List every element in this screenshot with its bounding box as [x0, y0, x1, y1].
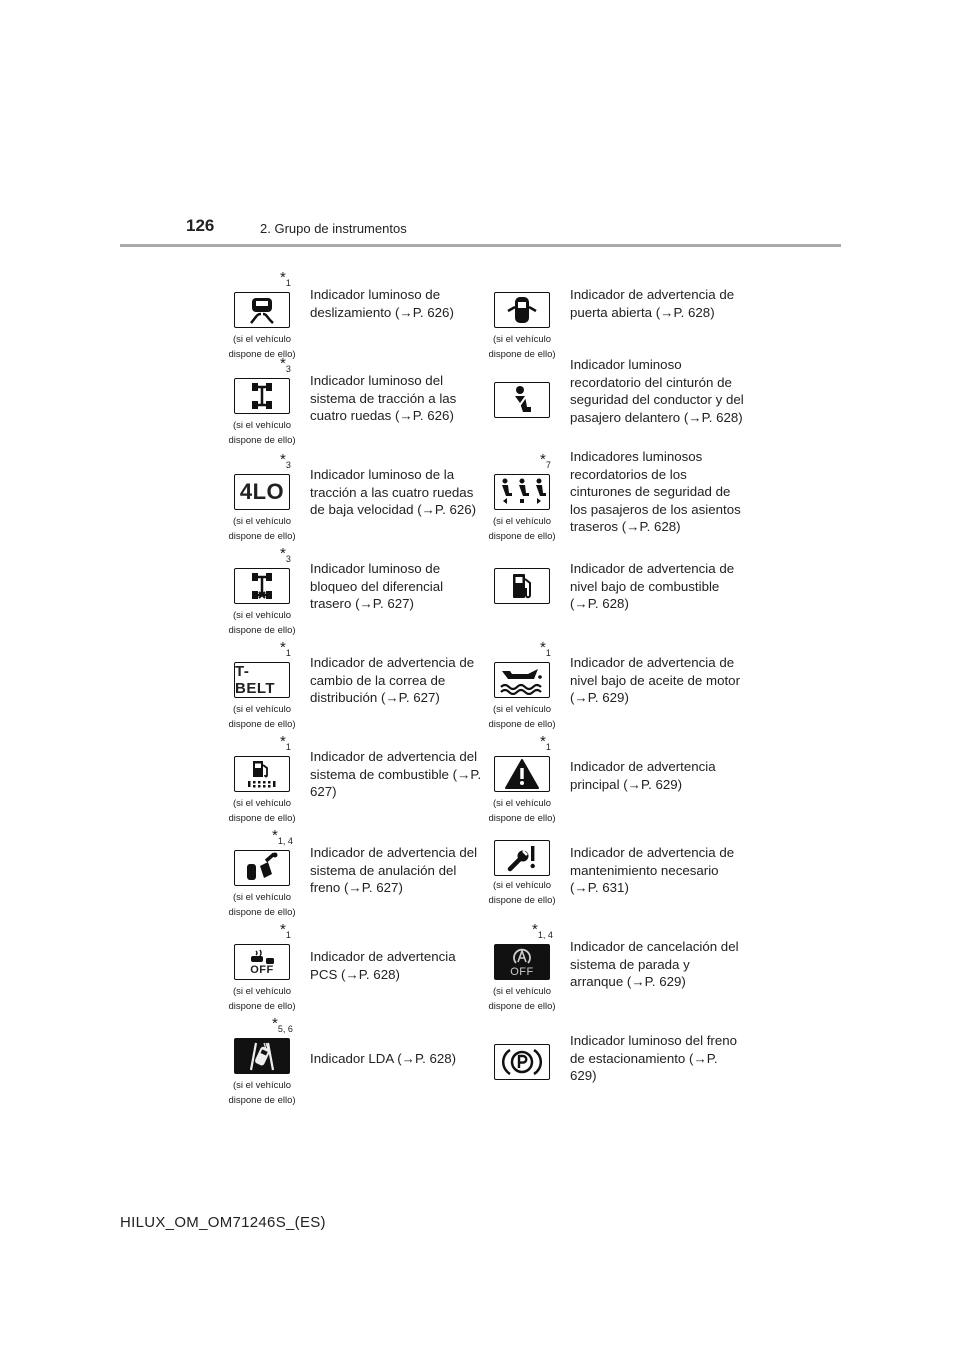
footnote-marker: $*_1$: [540, 733, 551, 752]
rear-differential-lock-icon: [234, 568, 290, 604]
lda-icon: [234, 1038, 290, 1074]
indicator-description: Indicador de advertencia de nivel bajo de combustible (→P. 628): [570, 561, 735, 611]
indicator-description: Indicador de advertencia de puerta abierta (→P. 628): [570, 287, 735, 320]
indicator-description: Indicador de advertencia PCS (→P. 628): [310, 949, 456, 982]
indicator-description: Indicador de advertencia principal (→P. 629): [570, 759, 716, 792]
indicator-description: Indicador luminoso del freno de estacionamiento (→P. 629): [570, 1033, 738, 1083]
indicator-description: Indicador luminoso recordatorio del cinturón de seguridad del conductor y del pasajero delantero (→P. 628): [570, 357, 744, 425]
availability-note: (si el vehículo dispone de ello): [488, 880, 556, 906]
availability-note: (si el vehículo dispone de ello): [228, 516, 296, 542]
footnote-marker: $*_1$: [280, 921, 291, 940]
availability-note: (si el vehículo dispone de ello): [228, 334, 296, 360]
footnote-marker: $*_3$: [280, 355, 291, 374]
availability-note: (si el vehículo dispone de ello): [228, 986, 296, 1012]
indicator-description: Indicador de advertencia del sistema de combustible (→P. 627): [310, 749, 482, 799]
availability-note: (si el vehículo dispone de ello): [228, 704, 296, 730]
availability-note: (si el vehículo dispone de ello): [228, 798, 296, 824]
footnote-marker: $*_3$: [280, 451, 291, 470]
availability-note: (si el vehículo dispone de ello): [488, 334, 556, 360]
page-header: [0, 0, 960, 250]
header-divider: [120, 244, 841, 247]
indicator-description: Indicador de advertencia del sistema de anulación del freno (→P. 627): [310, 845, 478, 895]
availability-note: (si el vehículo dispone de ello): [228, 420, 296, 446]
master-warning-icon: [494, 756, 550, 792]
footnote-marker: $*_{1, 4}$: [272, 827, 293, 846]
indicator-description: Indicador de cancelación del sistema de parada y arranque (→P. 629): [570, 939, 739, 989]
footnote-marker: $*_1$: [280, 733, 291, 752]
low-oil-level-icon: [494, 662, 550, 698]
indicator-description: Indicador LDA (→P. 628): [310, 1051, 457, 1066]
indicator-description: Indicador de advertencia de cambio de la correa de distribución (→P. 627): [310, 655, 475, 705]
seatbelt-reminder-icon: [494, 382, 550, 418]
indicator-description: Indicador luminoso del sistema de tracción a las cuatro ruedas (→P. 626): [310, 373, 457, 423]
footnote-marker: $*_7$: [540, 451, 551, 470]
availability-note: (si el vehículo dispone de ello): [488, 704, 556, 730]
availability-note: (si el vehículo dispone de ello): [228, 892, 296, 918]
brake-override-icon: [234, 850, 290, 886]
indicator-description: Indicador de advertencia de nivel bajo de aceite de motor (→P. 629): [570, 655, 741, 705]
rear-seatbelt-reminder-icon: [494, 474, 550, 510]
footnote-marker: $*_1$: [540, 639, 551, 658]
low-fuel-icon: [494, 568, 550, 604]
footnote-marker: $*_1$: [280, 639, 291, 658]
availability-note: (si el vehículo dispone de ello): [488, 516, 556, 542]
indicator-description: Indicador luminoso de la tracción a las cuatro ruedas de baja velocidad (→P. 626): [310, 467, 477, 517]
section-title: 2. Grupo de instrumentos: [260, 221, 407, 236]
footnote-marker: $*_3$: [280, 545, 291, 564]
slip-indicator-icon: [234, 292, 290, 328]
4lo-icon: 4LO: [234, 474, 290, 510]
availability-note: (si el vehículo dispone de ello): [488, 798, 556, 824]
footnote-marker: $*_{5, 6}$: [272, 1015, 293, 1034]
footnote-marker: $*_{1, 4}$: [532, 921, 553, 940]
indicator-description: Indicador de advertencia de mantenimiento necesario (→P. 631): [570, 845, 735, 895]
four-wheel-drive-icon: [234, 378, 290, 414]
availability-note: (si el vehículo dispone de ello): [488, 986, 556, 1012]
availability-note: (si el vehículo dispone de ello): [228, 1080, 296, 1106]
stop-start-cancel-icon: OFF: [494, 944, 550, 980]
open-door-icon: [494, 292, 550, 328]
fuel-system-icon: [234, 756, 290, 792]
footnote-marker: $*_1$: [280, 269, 291, 288]
page-number: 126: [186, 216, 215, 235]
timing-belt-icon: T-BELT: [234, 662, 290, 698]
availability-note: (si el vehículo dispone de ello): [228, 610, 296, 636]
document-code: HILUX_OM_OM71246S_(ES): [120, 1214, 326, 1231]
indicator-description: Indicadores luminosos recordatorios de los cinturones de seguridad de los pasajeros de los asientos traseros (→P. 628): [570, 449, 741, 534]
pcs-off-icon: OFF: [234, 944, 290, 980]
parking-brake-icon: [494, 1044, 550, 1080]
indicator-description: Indicador luminoso de deslizamiento (→P. 626): [310, 287, 454, 320]
indicator-description: Indicador luminoso de bloqueo del diferencial trasero (→P. 627): [310, 561, 444, 611]
maintenance-required-icon: [494, 840, 550, 876]
